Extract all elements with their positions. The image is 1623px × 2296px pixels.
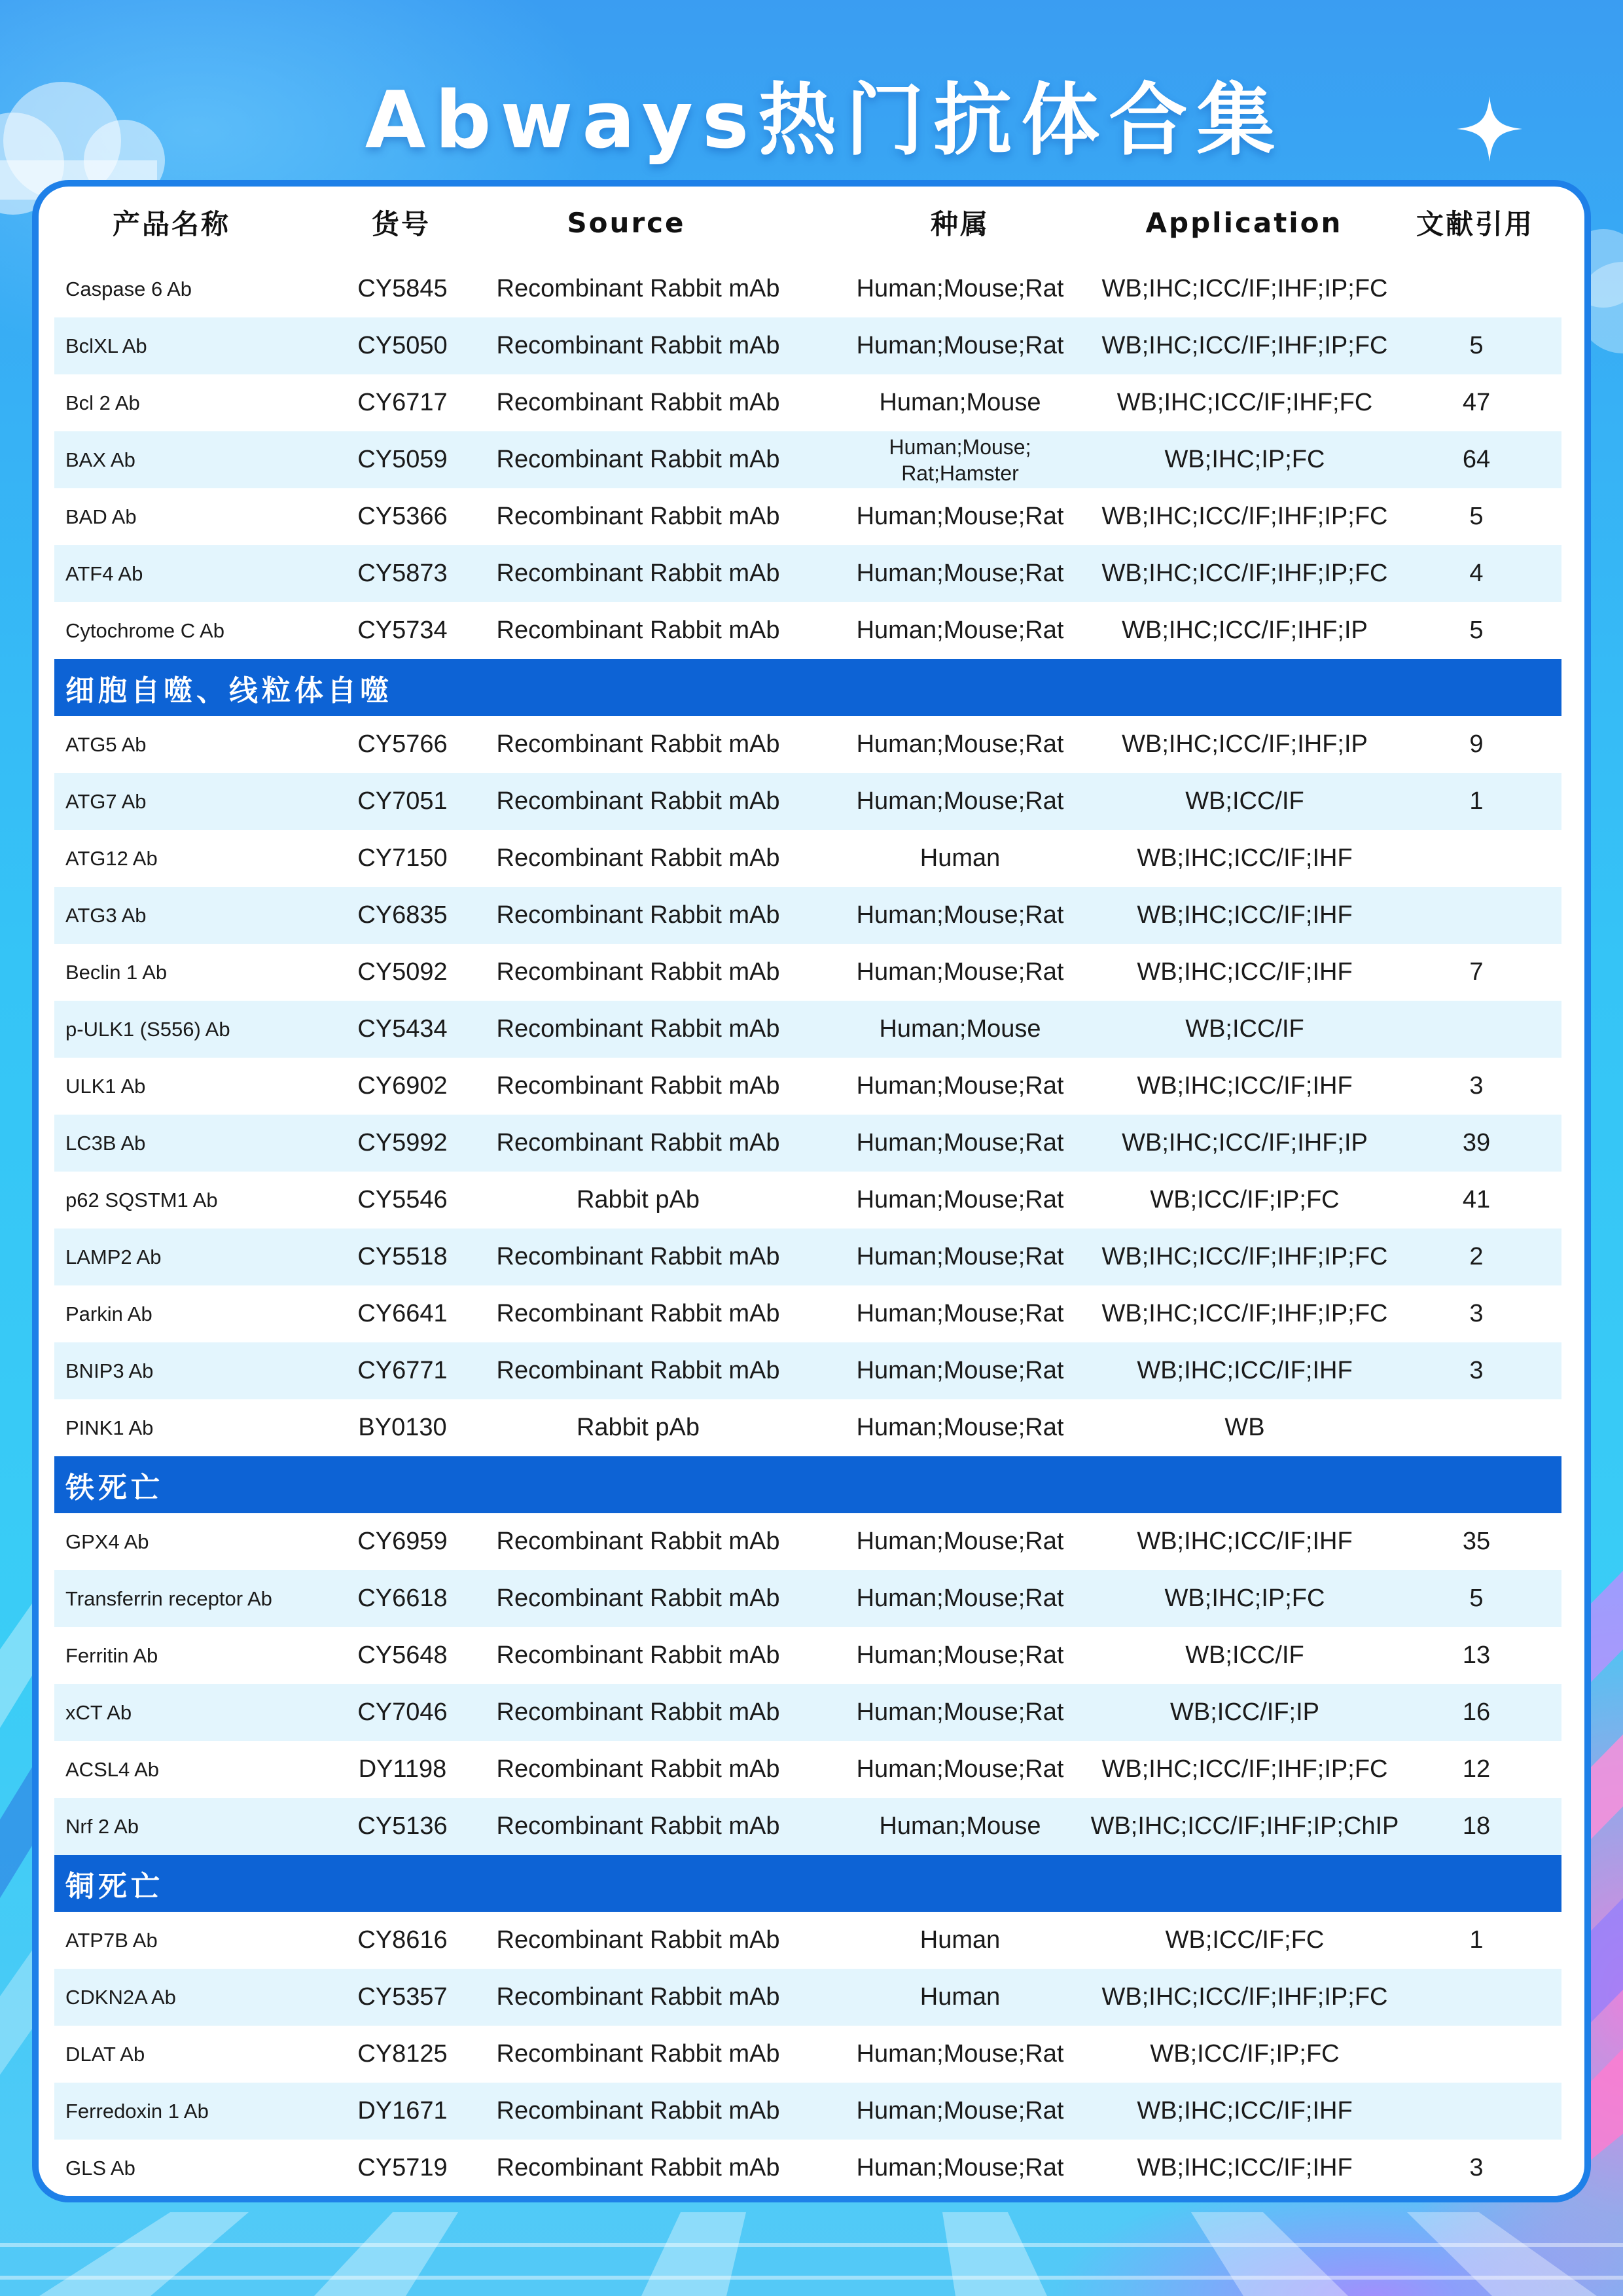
- source: Recombinant Rabbit mAb: [496, 1926, 780, 1954]
- application: WB;IHC;ICC/IF;IHF;IP: [1122, 617, 1368, 644]
- citation-count: 64: [1462, 446, 1491, 473]
- catalog-number: CY6717: [357, 389, 448, 416]
- catalog-number: CY6959: [357, 1528, 448, 1555]
- citation-count: 18: [1462, 1812, 1491, 1840]
- catalog-number: CY5734: [357, 617, 448, 644]
- source: Recombinant Rabbit mAb: [496, 2097, 780, 2125]
- table-row: [54, 944, 1561, 1001]
- citation-count: [1424, 2026, 1529, 2083]
- section-header: [54, 1456, 1561, 1513]
- catalog-number: CY5766: [357, 730, 448, 758]
- species: Human;Mouse;Rat: [856, 901, 1064, 929]
- citation-count: [1424, 1001, 1529, 1058]
- application: WB;IHC;ICC/IF;IHF: [1137, 844, 1353, 872]
- product-name: ATG12 Ab: [65, 846, 158, 870]
- application: WB: [1224, 1414, 1265, 1441]
- species: Human: [919, 1926, 1001, 1954]
- citation-count: [1424, 260, 1529, 317]
- catalog-number: CY8616: [357, 1926, 448, 1954]
- right-edge-stripes: [1591, 1571, 1623, 2160]
- source: Recombinant Rabbit mAb: [496, 560, 780, 587]
- application: WB;IHC;ICC/IF;IHF: [1137, 2154, 1353, 2181]
- source: Rabbit pAb: [576, 1414, 700, 1441]
- citation-count: [1424, 2083, 1529, 2140]
- table-row: [54, 1115, 1561, 1172]
- species: Human;Mouse;Rat: [856, 2154, 1064, 2181]
- table-row: [54, 1969, 1561, 2026]
- header-catalog-number: 货号: [371, 208, 431, 240]
- citation-count: [1424, 1399, 1529, 1456]
- application: WB;IHC;ICC/IF;IHF: [1137, 1357, 1353, 1384]
- species: Human;Mouse;Rat: [856, 1357, 1064, 1384]
- source: Recombinant Rabbit mAb: [496, 1129, 780, 1157]
- citation-count: 47: [1462, 389, 1491, 416]
- application: WB;ICC/IF;IP;FC: [1150, 2040, 1340, 2068]
- species: Human;Mouse; Rat;Hamster: [889, 435, 1031, 485]
- catalog-number: CY5873: [357, 560, 448, 587]
- species: Human;Mouse: [879, 389, 1041, 416]
- species: Human;Mouse;Rat: [856, 503, 1064, 530]
- table-row: [54, 1684, 1561, 1741]
- catalog-number: CY5719: [357, 2154, 448, 2181]
- catalog-number: CY7051: [357, 787, 448, 815]
- product-name: Parkin Ab: [65, 1302, 152, 1325]
- application: WB;IHC;ICC/IF;IHF;IP;FC: [1101, 560, 1388, 587]
- source: Recombinant Rabbit mAb: [496, 901, 780, 929]
- table-row: [54, 1001, 1561, 1058]
- application: WB;IHC;ICC/IF;IHF: [1137, 1528, 1353, 1555]
- product-name: ATG5 Ab: [65, 732, 147, 756]
- section-title: 铜死亡: [65, 1869, 164, 1903]
- source: Recombinant Rabbit mAb: [496, 1983, 780, 2011]
- catalog-number: CY5059: [357, 446, 448, 473]
- citation-count: 4: [1469, 560, 1484, 587]
- table-row: [54, 1513, 1561, 1570]
- species: Human;Mouse;Rat: [856, 332, 1064, 359]
- application: WB;IHC;ICC/IF;IHF;IP;FC: [1101, 1243, 1388, 1270]
- catalog-number: CY6771: [357, 1357, 448, 1384]
- citation-count: 35: [1462, 1528, 1491, 1555]
- citation-count: 9: [1469, 730, 1484, 758]
- source: Rabbit pAb: [576, 1186, 700, 1213]
- table-row: [54, 1285, 1561, 1342]
- table-row: [54, 488, 1561, 545]
- source: Recombinant Rabbit mAb: [496, 1243, 780, 1270]
- citation-count: 2: [1469, 1243, 1484, 1270]
- section-title: 铁死亡: [65, 1471, 164, 1505]
- table-row: [54, 260, 1561, 317]
- source: Recombinant Rabbit mAb: [496, 1528, 780, 1555]
- product-name: PINK1 Ab: [65, 1416, 154, 1439]
- table-row: [54, 2026, 1561, 2083]
- source: Recombinant Rabbit mAb: [496, 332, 780, 359]
- catalog-number: BY0130: [358, 1414, 447, 1441]
- species: Human: [919, 1983, 1001, 2011]
- table-row: [54, 1342, 1561, 1399]
- table-row: [54, 716, 1561, 773]
- source: Recombinant Rabbit mAb: [496, 1585, 780, 1612]
- species: Human;Mouse;Rat: [856, 1641, 1064, 1669]
- species: Human;Mouse;Rat: [856, 1243, 1064, 1270]
- application: WB;IHC;IP;FC: [1164, 446, 1325, 473]
- product-name: GPX4 Ab: [65, 1530, 149, 1553]
- application: WB;IHC;ICC/IF;IHF;IP;FC: [1101, 1300, 1388, 1327]
- catalog-number: CY6902: [357, 1072, 448, 1100]
- citation-count: 1: [1469, 1926, 1484, 1954]
- product-name: LAMP2 Ab: [65, 1245, 162, 1268]
- application: WB;ICC/IF;FC: [1165, 1926, 1325, 1954]
- source: Recombinant Rabbit mAb: [496, 1072, 780, 1100]
- application: WB;IHC;ICC/IF;IHF;IP;FC: [1101, 1983, 1388, 2011]
- table-row: [54, 317, 1561, 374]
- product-name: BAX Ab: [65, 448, 135, 471]
- catalog-number: CY5092: [357, 958, 448, 986]
- source: Recombinant Rabbit mAb: [496, 617, 780, 644]
- source: Recombinant Rabbit mAb: [496, 958, 780, 986]
- species: Human;Mouse: [879, 1015, 1041, 1043]
- catalog-number: CY5357: [357, 1983, 448, 2011]
- product-name: ATF4 Ab: [65, 562, 143, 585]
- left-edge-stripes: [0, 1604, 32, 2075]
- catalog-number: CY5366: [357, 503, 448, 530]
- table-row: [54, 1570, 1561, 1627]
- citation-count: 3: [1469, 1072, 1484, 1100]
- source: Recombinant Rabbit mAb: [496, 1641, 780, 1669]
- table-row: [54, 2140, 1561, 2197]
- section-header: [54, 659, 1561, 716]
- application: WB;IHC;ICC/IF;IHF;IP;FC: [1101, 332, 1388, 359]
- citation-count: 3: [1469, 1357, 1484, 1384]
- table-row: [54, 374, 1561, 431]
- source: Recombinant Rabbit mAb: [496, 1698, 780, 1726]
- table-row: [54, 2083, 1561, 2140]
- application: WB;IHC;ICC/IF;IHF;IP;ChIP: [1090, 1812, 1399, 1840]
- bottom-floor-stripes: [39, 2212, 1597, 2296]
- product-name: p62 SQSTM1 Ab: [65, 1188, 218, 1211]
- source: Recombinant Rabbit mAb: [496, 503, 780, 530]
- table-row: [54, 1399, 1561, 1456]
- page-title: Abways热门抗体合集: [365, 75, 1285, 166]
- source: Recombinant Rabbit mAb: [496, 1755, 780, 1783]
- application: WB;IHC;ICC/IF;IHF;IP;FC: [1101, 1755, 1388, 1783]
- species: Human;Mouse;Rat: [856, 1755, 1064, 1783]
- species: Human;Mouse: [879, 1812, 1041, 1840]
- citation-count: 5: [1469, 332, 1484, 359]
- application: WB;IHC;ICC/IF;IHF: [1137, 958, 1353, 986]
- source: Recombinant Rabbit mAb: [496, 2154, 780, 2181]
- header-citations: 文献引用: [1416, 208, 1534, 240]
- citation-count: 41: [1462, 1186, 1491, 1213]
- source: Recombinant Rabbit mAb: [496, 730, 780, 758]
- catalog-number: DY1671: [357, 2097, 448, 2125]
- table-header: [54, 193, 1561, 252]
- product-name: Ferredoxin 1 Ab: [65, 2099, 209, 2123]
- application: WB;IHC;IP;FC: [1164, 1585, 1325, 1612]
- species: Human;Mouse;Rat: [856, 1072, 1064, 1100]
- table-row: [54, 1912, 1561, 1969]
- product-name: ACSL4 Ab: [65, 1757, 160, 1781]
- table-row: [54, 602, 1561, 659]
- species: Human;Mouse;Rat: [856, 1585, 1064, 1612]
- application: WB;IHC;ICC/IF;IHF;FC: [1116, 389, 1373, 416]
- catalog-number: CY5845: [357, 275, 448, 302]
- header-source: Source: [567, 206, 686, 239]
- header-species: 种属: [930, 208, 990, 240]
- product-name: xCT Ab: [65, 1700, 132, 1724]
- table-row: [54, 545, 1561, 602]
- header-application: Application: [1145, 206, 1343, 239]
- product-name: Cytochrome C Ab: [65, 619, 224, 642]
- product-name: BclXL Ab: [65, 334, 147, 357]
- citation-count: 12: [1462, 1755, 1491, 1783]
- source: Recombinant Rabbit mAb: [496, 446, 780, 473]
- species: Human: [919, 844, 1001, 872]
- source: Recombinant Rabbit mAb: [496, 275, 780, 302]
- species: Human;Mouse;Rat: [856, 787, 1064, 815]
- catalog-number: CY6618: [357, 1585, 448, 1612]
- table-row: [54, 431, 1561, 488]
- application: WB;IHC;ICC/IF;IHF;IP: [1122, 730, 1368, 758]
- product-name: DLAT Ab: [65, 2042, 145, 2066]
- catalog-number: CY5546: [357, 1186, 448, 1213]
- citation-count: 13: [1462, 1641, 1491, 1669]
- source: Recombinant Rabbit mAb: [496, 1015, 780, 1043]
- citation-count: 39: [1462, 1129, 1491, 1157]
- source: Recombinant Rabbit mAb: [496, 844, 780, 872]
- species: Human;Mouse;Rat: [856, 1528, 1064, 1555]
- catalog-number: CY5992: [357, 1129, 448, 1157]
- species: Human;Mouse;Rat: [856, 2097, 1064, 2125]
- product-name: BNIP3 Ab: [65, 1359, 154, 1382]
- citation-count: 3: [1469, 1300, 1484, 1327]
- species: Human;Mouse;Rat: [856, 1414, 1064, 1441]
- catalog-number: CY5050: [357, 332, 448, 359]
- source: Recombinant Rabbit mAb: [496, 2040, 780, 2068]
- product-name: CDKN2A Ab: [65, 1985, 176, 2009]
- header-product-name: 产品名称: [112, 208, 230, 240]
- species: Human;Mouse;Rat: [856, 730, 1064, 758]
- application: WB;ICC/IF: [1185, 1015, 1304, 1043]
- application: WB;IHC;ICC/IF;IHF;IP: [1122, 1129, 1368, 1157]
- catalog-number: CY5648: [357, 1641, 448, 1669]
- application: WB;ICC/IF: [1185, 787, 1304, 815]
- catalog-number: DY1198: [358, 1755, 447, 1783]
- application: WB;IHC;ICC/IF;IHF;IP;FC: [1101, 503, 1388, 530]
- product-name: Bcl 2 Ab: [65, 391, 140, 414]
- species: Human;Mouse;Rat: [856, 275, 1064, 302]
- application: WB;IHC;ICC/IF;IHF: [1137, 2097, 1353, 2125]
- application: WB;IHC;ICC/IF;IHF;IP;FC: [1101, 275, 1388, 302]
- table-body: [54, 260, 1561, 2197]
- table-row: [54, 887, 1561, 944]
- product-name: ATG3 Ab: [65, 903, 147, 927]
- source: Recombinant Rabbit mAb: [496, 389, 780, 416]
- citation-count: 7: [1469, 958, 1484, 986]
- citation-count: 5: [1469, 617, 1484, 644]
- application: WB;ICC/IF;IP: [1170, 1698, 1319, 1726]
- table-row: [54, 1741, 1561, 1798]
- catalog-number: CY5518: [357, 1243, 448, 1270]
- table-row: [54, 1798, 1561, 1855]
- product-name: GLS Ab: [65, 2156, 135, 2179]
- citation-count: [1424, 1969, 1529, 2026]
- catalog-number: CY7046: [357, 1698, 448, 1726]
- application: WB;ICC/IF: [1185, 1641, 1304, 1669]
- table-row: [54, 1627, 1561, 1684]
- section-title: 细胞自噬、线粒体自噬: [65, 673, 393, 708]
- source: Recombinant Rabbit mAb: [496, 1812, 780, 1840]
- species: Human;Mouse;Rat: [856, 560, 1064, 587]
- citation-count: 16: [1462, 1698, 1491, 1726]
- species: Human;Mouse;Rat: [856, 617, 1064, 644]
- product-name: ATG7 Ab: [65, 789, 147, 813]
- source: Recombinant Rabbit mAb: [496, 1300, 780, 1327]
- citation-count: 1: [1469, 787, 1484, 815]
- application: WB;ICC/IF;IP;FC: [1150, 1186, 1340, 1213]
- product-name: LC3B Ab: [65, 1131, 146, 1155]
- product-name: ULK1 Ab: [65, 1074, 146, 1098]
- table-row: [54, 1229, 1561, 1285]
- product-name: Nrf 2 Ab: [65, 1814, 139, 1838]
- citation-count: 5: [1469, 1585, 1484, 1612]
- species: Human;Mouse;Rat: [856, 958, 1064, 986]
- product-name: Caspase 6 Ab: [65, 277, 192, 300]
- citation-count: [1424, 830, 1529, 887]
- citation-count: [1424, 887, 1529, 944]
- product-table-card: [32, 180, 1591, 2202]
- catalog-number: CY6641: [357, 1300, 448, 1327]
- table-row: [54, 1172, 1561, 1229]
- product-name: Ferritin Ab: [65, 1643, 158, 1667]
- product-name: BAD Ab: [65, 505, 137, 528]
- source: Recombinant Rabbit mAb: [496, 787, 780, 815]
- section-header: [54, 1855, 1561, 1912]
- species: Human;Mouse;Rat: [856, 1698, 1064, 1726]
- product-name: p-ULK1 (S556) Ab: [65, 1017, 230, 1041]
- catalog-number: CY6835: [357, 901, 448, 929]
- catalog-number: CY8125: [357, 2040, 448, 2068]
- catalog-number: CY5136: [357, 1812, 448, 1840]
- species: Human;Mouse;Rat: [856, 1186, 1064, 1213]
- citation-count: 5: [1469, 503, 1484, 530]
- application: WB;IHC;ICC/IF;IHF: [1137, 1072, 1353, 1100]
- product-name: ATP7B Ab: [65, 1928, 158, 1952]
- catalog-number: CY7150: [357, 844, 448, 872]
- species: Human;Mouse;Rat: [856, 1129, 1064, 1157]
- bottom-floor-lines: [0, 2245, 1623, 2278]
- table-row: [54, 773, 1561, 830]
- species: Human;Mouse;Rat: [856, 2040, 1064, 2068]
- source: Recombinant Rabbit mAb: [496, 1357, 780, 1384]
- product-name: Transferrin receptor Ab: [65, 1587, 272, 1610]
- application: WB;IHC;ICC/IF;IHF: [1137, 901, 1353, 929]
- species: Human;Mouse;Rat: [856, 1300, 1064, 1327]
- catalog-number: CY5434: [357, 1015, 448, 1043]
- citation-count: 3: [1469, 2154, 1484, 2181]
- table-row: [54, 830, 1561, 887]
- product-name: Beclin 1 Ab: [65, 960, 168, 984]
- table-row: [54, 1058, 1561, 1115]
